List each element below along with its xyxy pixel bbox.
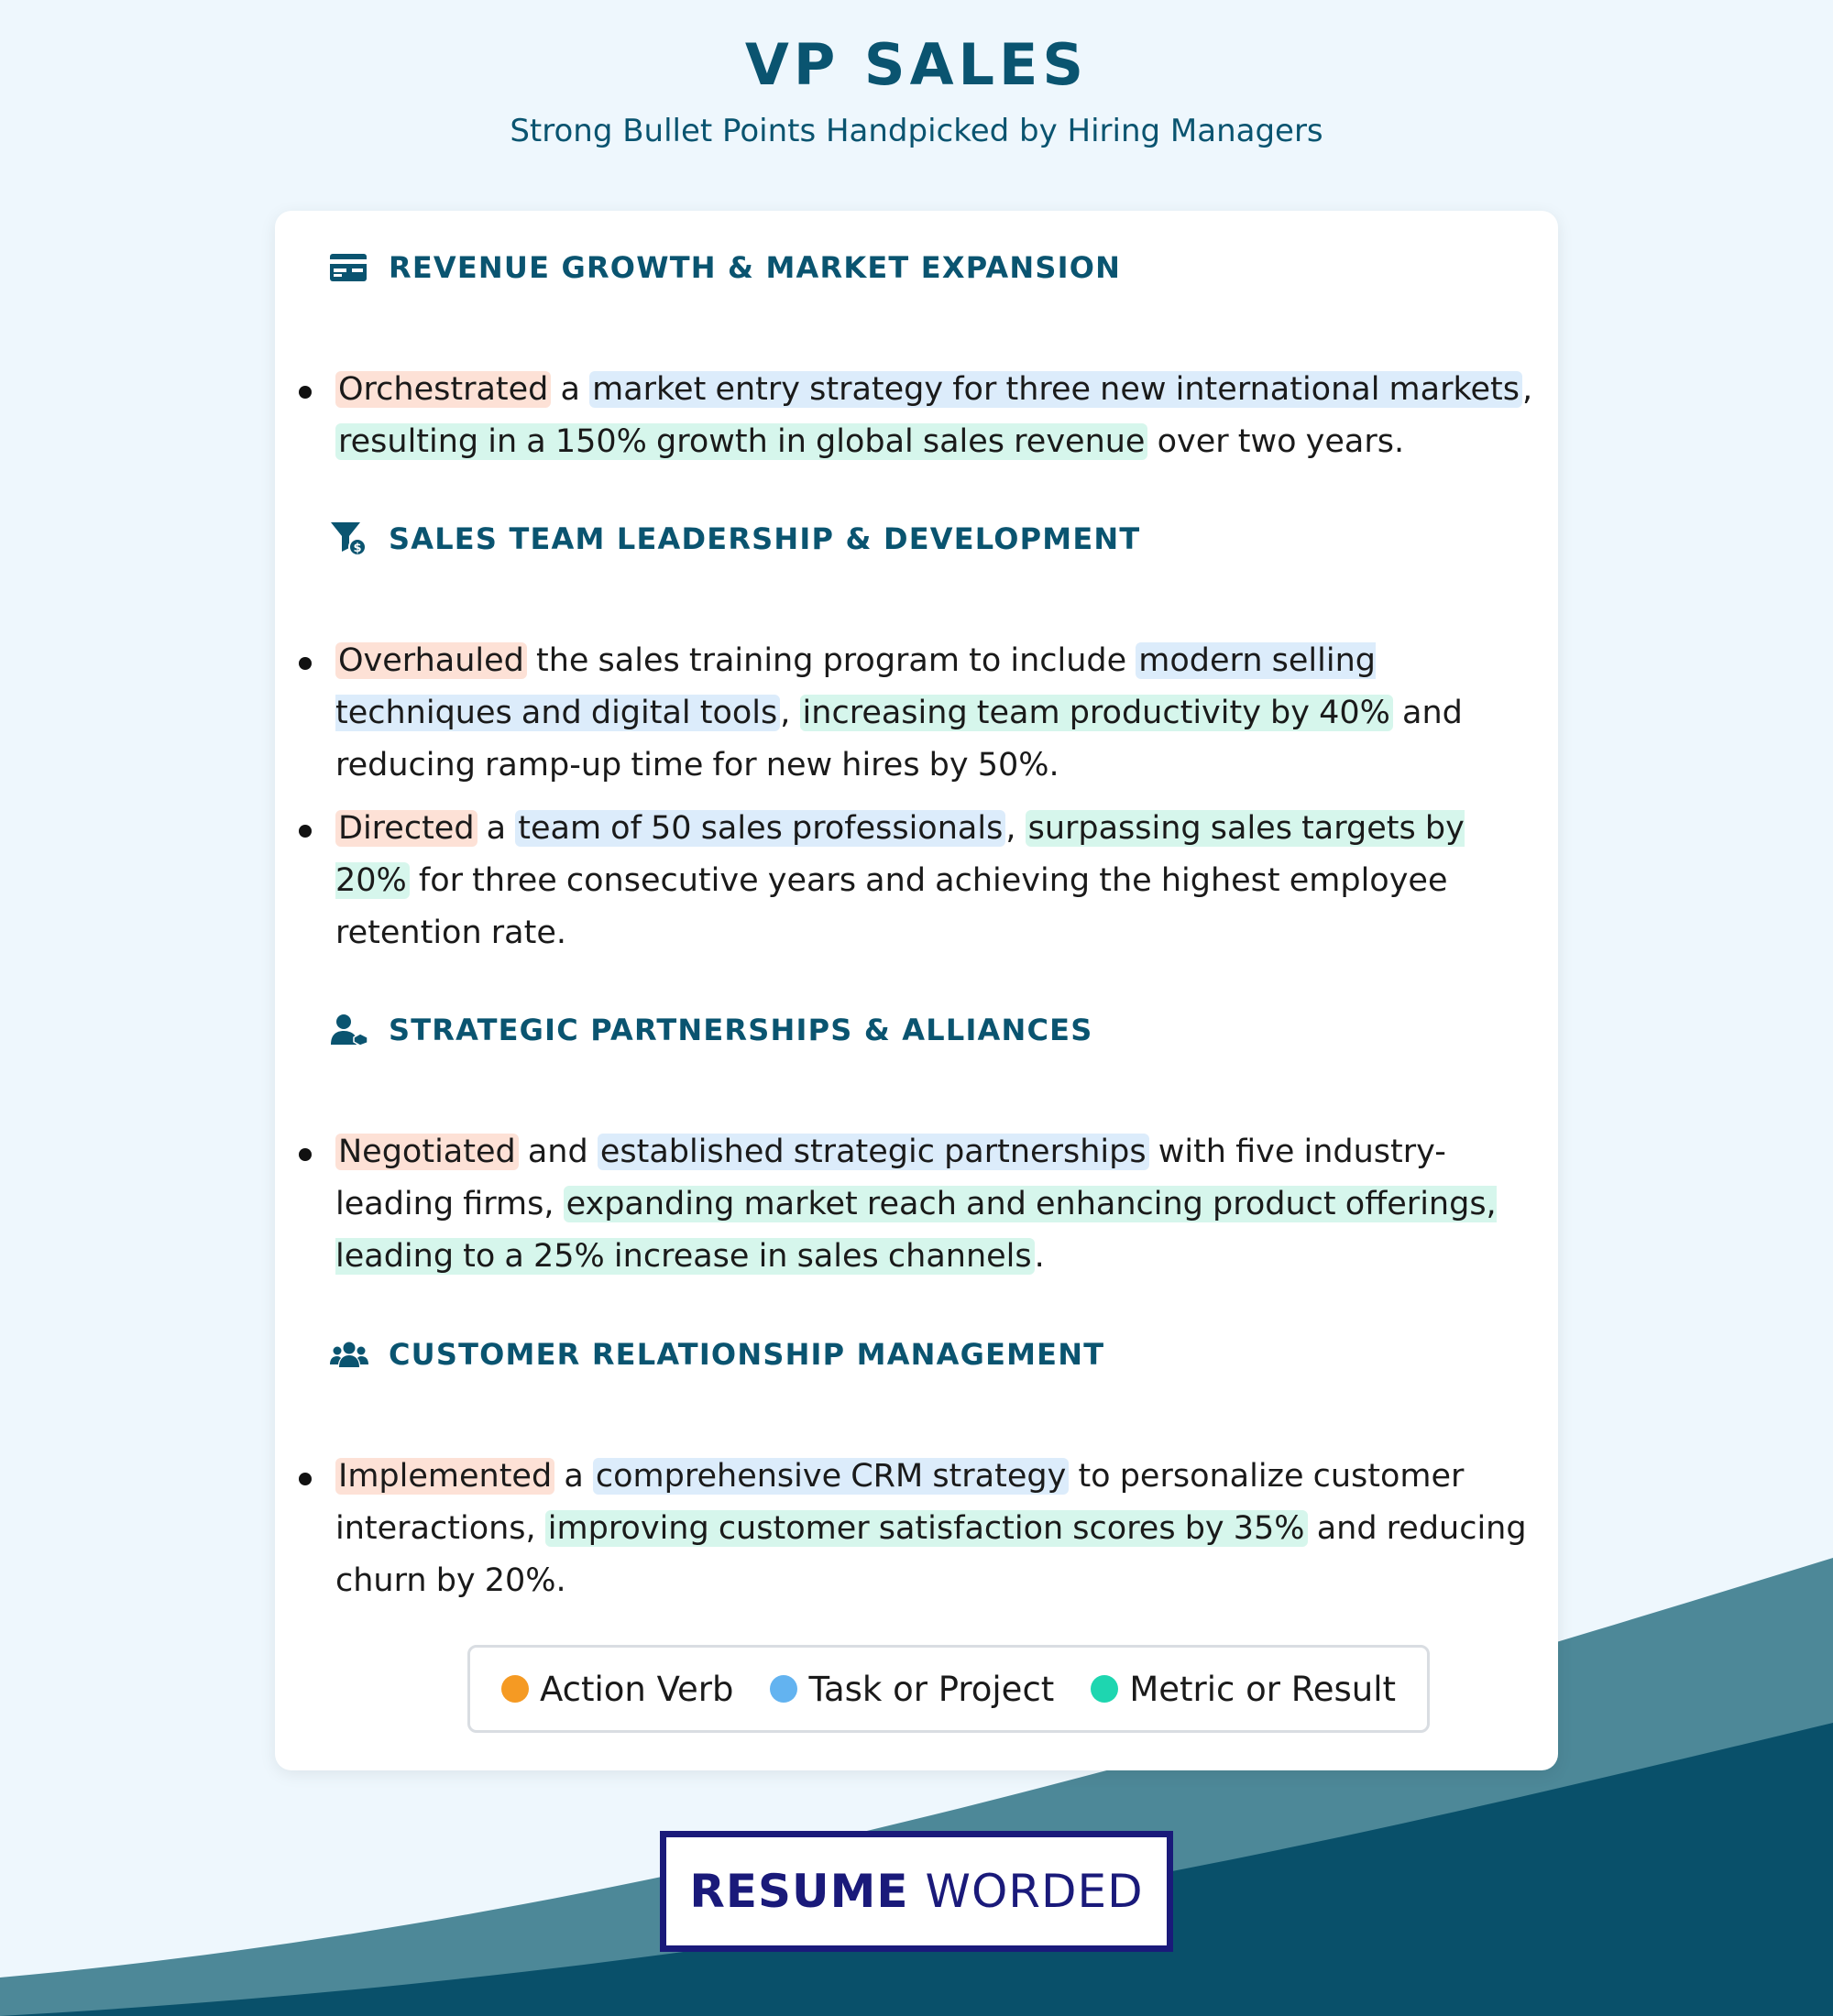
- task-highlight: established strategic partnerships: [598, 1134, 1149, 1170]
- bullet-text: for three consecutive years and achieving the highest employee retention rate.: [335, 862, 1448, 951]
- task-highlight: modern selling techniques and digital tools: [335, 642, 1376, 731]
- bullet-list: [335, 364, 1545, 468]
- bullet-text: a: [554, 1458, 593, 1495]
- bullet-text: over two years.: [1147, 423, 1405, 460]
- metric-highlight: increasing team productivity by 40%: [800, 695, 1393, 731]
- bullet-text: a: [477, 810, 516, 847]
- metric-highlight: resulting in a 150% growth in global sales revenue: [335, 423, 1147, 460]
- section-header: [330, 1012, 1093, 1048]
- section-title: REVENUE GROWTH & MARKET EXPANSION: [389, 250, 1122, 285]
- metric-highlight: improving customer satisfaction scores by 35%: [545, 1510, 1308, 1547]
- legend-label: Task or Project: [808, 1669, 1055, 1709]
- page-title: VP SALES: [744, 31, 1089, 98]
- legend-dot: [770, 1675, 797, 1703]
- legend-dot: [1091, 1675, 1118, 1703]
- action-verb-highlight: Implemented: [335, 1458, 554, 1495]
- sales-funnel-icon: [330, 520, 368, 557]
- section-header: [330, 249, 1121, 286]
- bullet-text: ,: [1005, 810, 1026, 847]
- section-header: [330, 520, 1140, 557]
- logo-regular-text: WORDED: [925, 1865, 1144, 1918]
- page-subtitle: Strong Bullet Points Handpicked by Hiring Managers: [510, 113, 1323, 149]
- bullet-text: and: [518, 1134, 598, 1170]
- svg-text:$: $: [353, 542, 362, 555]
- section-title: SALES TEAM LEADERSHIP & DEVELOPMENT: [389, 521, 1141, 556]
- bullet-item: [335, 803, 1545, 959]
- task-highlight: market entry strategy for three new international markets: [589, 371, 1522, 408]
- legend-dot: [501, 1675, 529, 1703]
- bullet-text: the sales training program to include: [526, 642, 1136, 679]
- metric-highlight: surpassing sales targets by 20%: [335, 810, 1465, 899]
- bullet-text: with five industry-leading firms,: [335, 1134, 1446, 1222]
- bullet-text: a: [551, 371, 590, 408]
- bullet-text: and reducing ramp-up time for new hires by 50%.: [335, 695, 1463, 783]
- page-header: [0, 27, 1833, 152]
- bullet-text: .: [1034, 1238, 1045, 1275]
- task-highlight: team of 50 sales professionals: [515, 810, 1005, 847]
- money-card-icon: [330, 249, 368, 286]
- bullet-item: [335, 364, 1545, 468]
- bullet-points-card: [275, 211, 1558, 1770]
- metric-highlight: expanding market reach and enhancing product offerings, leading to a 25% increase in sales channels: [335, 1186, 1497, 1275]
- bullet-list: [335, 1451, 1545, 1607]
- task-highlight: comprehensive CRM strategy: [593, 1458, 1069, 1495]
- action-verb-highlight: Orchestrated: [335, 371, 551, 408]
- logo-bold-text: RESUME: [689, 1865, 909, 1918]
- legend-item-metric-or-result: [1091, 1670, 1396, 1709]
- section-header: [330, 1336, 1104, 1373]
- legend-item-task-or-project: [770, 1670, 1054, 1709]
- highlight-legend: [467, 1645, 1430, 1733]
- bullet-list: [335, 635, 1545, 959]
- action-verb-highlight: Directed: [335, 810, 477, 847]
- bullet-item: [335, 1126, 1545, 1283]
- resume-worded-logo: [660, 1831, 1173, 1952]
- bullet-item: [335, 1451, 1545, 1607]
- section-title: STRATEGIC PARTNERSHIPS & ALLIANCES: [389, 1013, 1093, 1047]
- bullet-text: to personalize customer interactions,: [335, 1458, 1465, 1547]
- action-verb-highlight: Negotiated: [335, 1134, 519, 1170]
- bullet-text: ,: [780, 695, 800, 731]
- legend-label: Action Verb: [539, 1669, 734, 1709]
- legend-label: Metric or Result: [1129, 1669, 1397, 1709]
- bullet-text: and reducing churn by 20%.: [335, 1510, 1527, 1599]
- section-title: CUSTOMER RELATIONSHIP MANAGEMENT: [389, 1337, 1105, 1372]
- action-verb-highlight: Overhauled: [335, 642, 527, 679]
- users-group-icon: [330, 1336, 368, 1373]
- bullet-list: [335, 1126, 1545, 1283]
- legend-item-action-verb: [501, 1670, 734, 1709]
- bullet-item: [335, 635, 1545, 792]
- user-handshake-icon: [330, 1012, 368, 1048]
- bullet-text: ,: [1522, 371, 1533, 408]
